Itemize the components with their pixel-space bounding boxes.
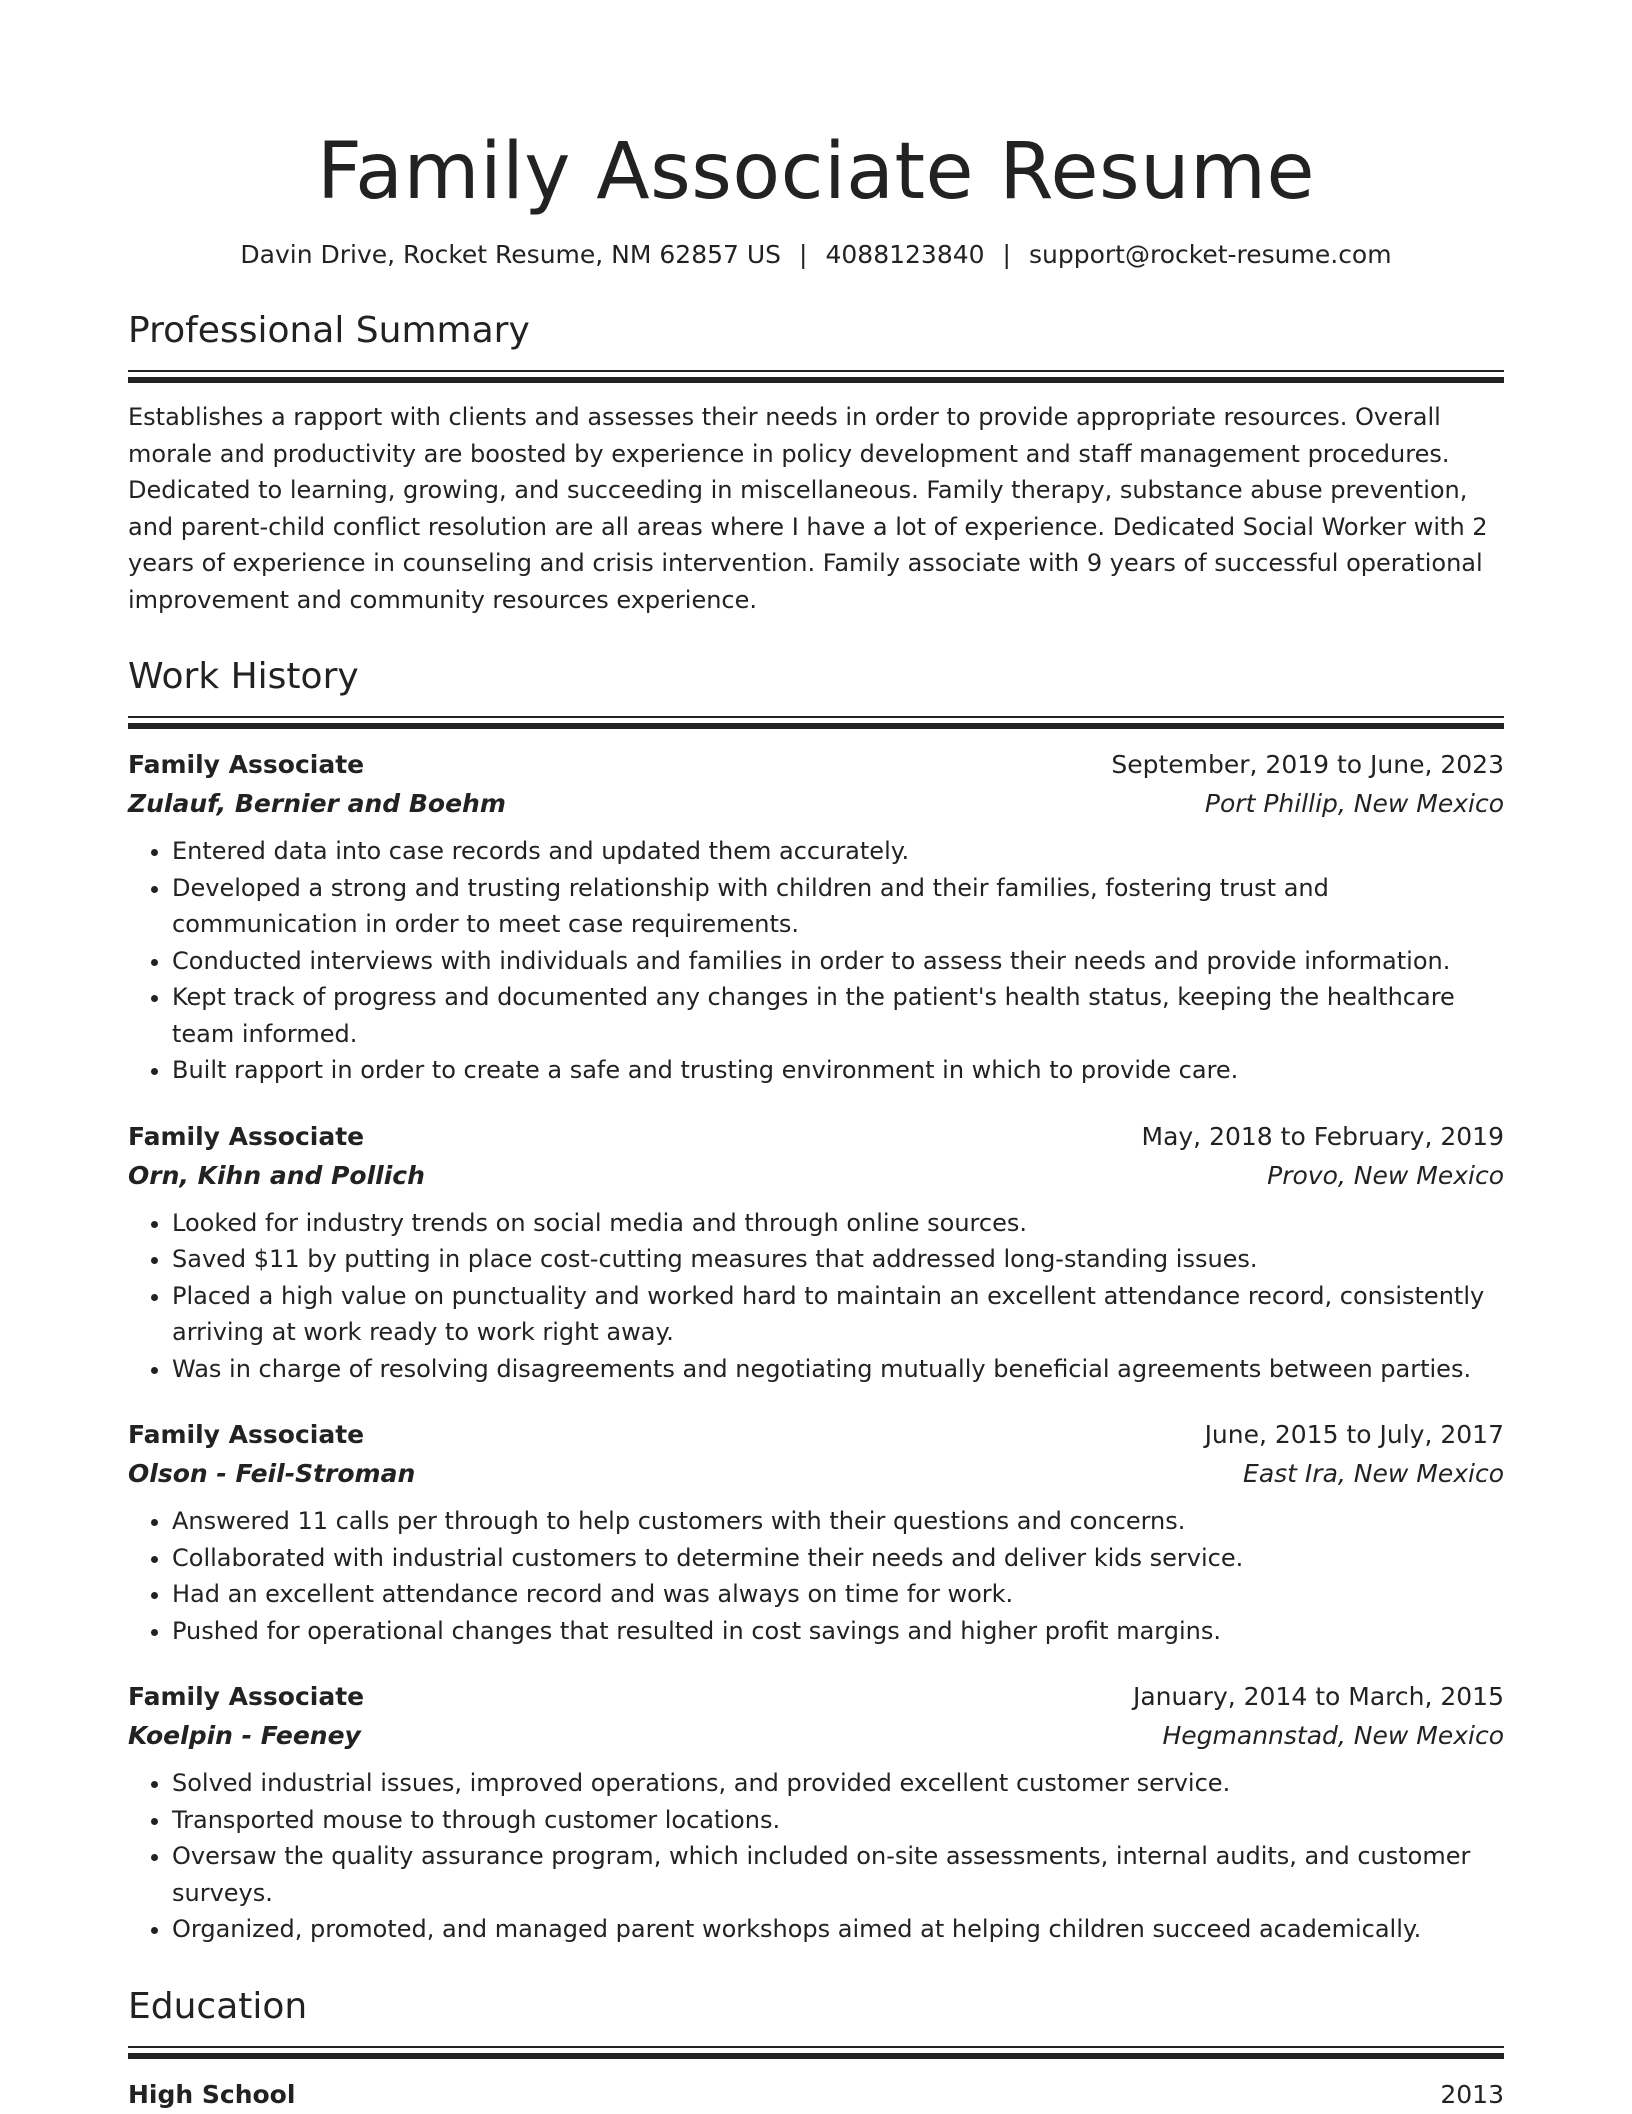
education-entry [128, 2075, 1504, 2114]
job-bullets [128, 1765, 1504, 1948]
list-item: • Looked for industry trends on social media and through online sources. [172, 1205, 1504, 1242]
job-subheader [128, 1716, 1504, 1755]
job-bullets [128, 1205, 1504, 1388]
list-item: • Kept track of progress and documented any changes in the patient's health status, keeping the healthcare team informed. [172, 979, 1504, 1052]
contact-separator: | [1002, 240, 1011, 269]
list-item: • Was in charge of resolving disagreements and negotiating mutually beneficial agreements between parties. [172, 1351, 1504, 1388]
job-header [128, 1677, 1504, 1716]
job-company: Orn, Kihn and Pollich [128, 1160, 425, 1190]
job-dates: January, 2014 to March, 2015 [1132, 1682, 1504, 1711]
contact-separator: | [799, 240, 808, 269]
job-entry [128, 1415, 1504, 1649]
work-history-section [128, 654, 1504, 1948]
job-company: Olson - Feil-Stroman [128, 1459, 416, 1488]
contact-line [128, 238, 1504, 272]
job-subheader [128, 784, 1504, 823]
list-item: • Placed a high value on punctuality and worked hard to maintain an excellent attendance record, consistently arriving at work ready to work right away. [172, 1278, 1504, 1351]
job-entry [128, 1117, 1504, 1388]
list-item: • Organized, promoted, and managed parent workshops aimed at helping children succeed academically. [172, 1911, 1504, 1948]
job-location: Hegmannstad, New Mexico [1162, 1721, 1504, 1750]
list-item: • Conducted interviews with individuals and families in order to assess their needs and provide information. [172, 943, 1504, 980]
job-location: East Ira, New Mexico [1243, 1459, 1504, 1488]
list-item: • Pushed for operational changes that resulted in cost savings and higher profit margins. [172, 1613, 1504, 1650]
section-heading: Education [128, 1985, 308, 2027]
education-year: 2013 [1440, 2079, 1504, 2109]
list-item: • Transported mouse to through customer locations. [172, 1802, 1504, 1839]
job-company: Koelpin - Feeney [128, 1721, 361, 1750]
list-item: • Oversaw the quality assurance program, which included on-site assessments, internal audits, and customer surveys. [172, 1838, 1504, 1911]
job-dates: May, 2018 to February, 2019 [1141, 1121, 1504, 1151]
page-title: Family Associate Resume [316, 127, 1316, 217]
list-item: • Answered 11 calls per through to help customers with their questions and concerns. [172, 1503, 1504, 1540]
list-item: • Entered data into case records and updated them accurately. [172, 833, 1504, 870]
job-title: Family Associate [128, 1682, 365, 1711]
job-location: Provo, New Mexico [1267, 1160, 1504, 1190]
education-section [128, 1984, 1504, 2114]
job-header [128, 1415, 1504, 1454]
list-item: • Solved industrial issues, improved operations, and provided excellent customer service. [172, 1765, 1504, 1802]
education-degree: High School [128, 2079, 296, 2109]
contact-address: Davin Drive, Rocket Resume, NM 62857 US [240, 240, 782, 269]
job-title: Family Associate [128, 750, 365, 779]
job-bullets [128, 833, 1504, 1089]
summary-text: Establishes a rapport with clients and assesses their needs in order to provide appropriate resources. Overall morale and productivity are boosted by experience in policy development and staff management procedures. Dedicated to learning, growing, and succeeding in miscellaneous. Family therapy, substance abuse prevention, and parent-child conflict resolution are all areas where I have a lot of experience. Dedicated Social Worker with 2 years of experience in counseling and crisis intervention. Family associate with 9 years of successful operational improvement and community resources experience. [128, 403, 1488, 614]
list-item: • Had an excellent attendance record and was always on time for work. [172, 1576, 1504, 1613]
list-item: • Developed a strong and trusting relationship with children and their families, fostering trust and communication in order to meet case requirements. [172, 870, 1504, 943]
list-item: • Saved $11 by putting in place cost-cutting measures that addressed long-standing issues. [172, 1241, 1504, 1278]
job-bullets [128, 1503, 1504, 1649]
list-item: • Built rapport in order to create a safe and trusting environment in which to provide care. [172, 1052, 1504, 1089]
section-heading: Work History [128, 656, 359, 697]
contact-phone: 4088123840 [825, 240, 985, 269]
contact-email: support@rocket-resume.com [1028, 240, 1392, 269]
job-company: Zulauf, Bernier and Boehm [128, 789, 506, 818]
section-heading: Professional Summary [128, 310, 530, 351]
job-subheader [128, 1454, 1504, 1493]
job-entry [128, 1677, 1504, 1948]
job-title: Family Associate [128, 1121, 365, 1151]
section-divider [128, 716, 1504, 729]
job-location: Port Phillip, New Mexico [1204, 789, 1504, 818]
job-header [128, 1117, 1504, 1156]
job-dates: June, 2015 to July, 2017 [1204, 1420, 1504, 1449]
job-entry [128, 745, 1504, 1089]
job-subheader [128, 1156, 1504, 1195]
job-header [128, 745, 1504, 784]
job-title: Family Associate [128, 1420, 365, 1449]
section-divider [128, 370, 1504, 383]
job-dates: September, 2019 to June, 2023 [1111, 750, 1504, 779]
list-item: • Collaborated with industrial customers to determine their needs and deliver kids service. [172, 1540, 1504, 1577]
section-divider [128, 2046, 1504, 2059]
professional-summary-section [128, 308, 1504, 618]
